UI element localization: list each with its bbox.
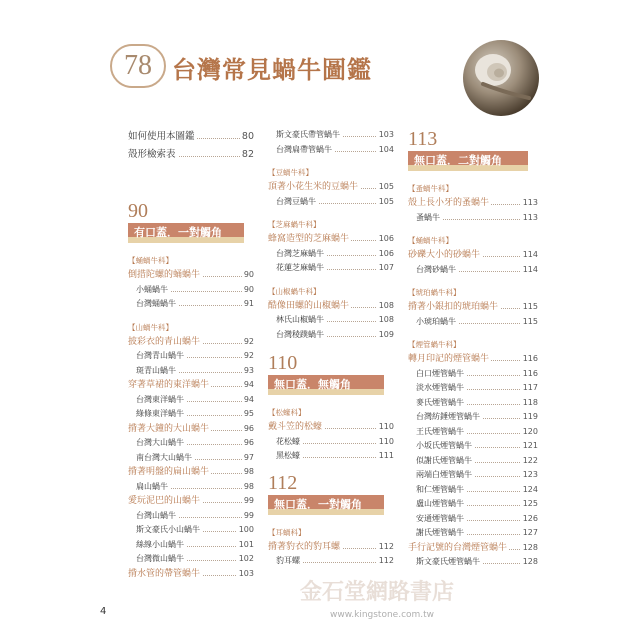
toc-entry[interactable] — [408, 468, 538, 483]
toc-entry-title: 和仁煙管蝸牛 — [408, 485, 466, 494]
toc-entry[interactable] — [268, 261, 394, 276]
toc-entry-page: 99 — [242, 494, 254, 509]
toc-entry-title: 謝氏煙管蝸牛 — [408, 528, 466, 537]
toc-entry[interactable] — [408, 483, 538, 498]
family-heading: 【蚤蝸牛科】 — [408, 184, 453, 193]
toc-entry-page: 95 — [242, 407, 254, 422]
toc-entry[interactable] — [408, 315, 538, 330]
toc-entry[interactable] — [408, 541, 538, 556]
toc-entry-title: 手行記號的台灣煙管蝸牛 — [408, 542, 508, 553]
toc-entry[interactable] — [408, 497, 538, 512]
family-heading: 【芝麻蝸牛科】 — [268, 220, 321, 229]
toc-entry-page: 90 — [242, 283, 254, 298]
snail-photo — [463, 40, 539, 116]
toc-entry-title: 扁山蝸牛 — [128, 482, 170, 491]
toc-entry-page: 114 — [521, 263, 538, 278]
toc-entry-title: 黑松蠔 — [268, 451, 302, 460]
toc-entry[interactable] — [128, 494, 254, 509]
toc-entry-title: 殼上長小牙的蚤蝸牛 — [408, 198, 490, 208]
toc-entry-page: 96 — [242, 436, 254, 451]
toc-entry-title: 兩端白煙管蝸牛 — [408, 470, 474, 479]
toc-entry-title: 安通煙管蝸牛 — [408, 514, 466, 523]
toc-entry[interactable] — [128, 364, 254, 379]
watermark-url: www.kingstone.com.tw — [330, 610, 435, 620]
toc-entry-page: 128 — [521, 555, 538, 570]
toc-entry-page: 82 — [240, 146, 254, 164]
toc-entry[interactable] — [408, 555, 538, 570]
toc-entry-title: 愛玩泥巴的山蝸牛 — [128, 496, 201, 506]
toc-entry-page: 100 — [237, 523, 254, 538]
watermark-brand: 金石堂網路書店 — [300, 579, 455, 605]
section-number: 90 — [128, 200, 148, 222]
toc-entry-title: 台灣微山蝸牛 — [128, 554, 186, 563]
toc-entry-title: 台灣扁帶管蝸牛 — [268, 145, 334, 154]
toc-entry-page: 97 — [242, 451, 254, 466]
toc-entry[interactable] — [408, 211, 538, 226]
toc-entry-page: 98 — [242, 465, 254, 480]
toc-entry-title: 揹著大鐘的大山蝸牛 — [128, 423, 210, 434]
toc-entry-title: 揹水管的帶管蝸牛 — [128, 568, 201, 579]
toc-entry-title: 台灣芝麻蝸牛 — [268, 249, 326, 258]
toc-entry-page: 103 — [237, 567, 254, 582]
toc-entry[interactable] — [128, 567, 254, 582]
family-heading: 【琥珀蝸牛科】 — [408, 288, 461, 297]
toc-entry-page: 117 — [521, 381, 538, 396]
section-label: 有口蓋．一對觸角 — [134, 226, 222, 239]
toc-entry-title: 台灣青山蝸牛 — [128, 351, 186, 360]
toc-entry[interactable] — [408, 454, 538, 469]
snail-shell-icon — [463, 40, 539, 116]
toc-entry-title: 綠條東洋蝸牛 — [128, 409, 186, 418]
toc-entry-title: 盧山煙管蝸牛 — [408, 499, 466, 508]
toc-entry-page: 94 — [242, 393, 254, 408]
toc-entry-title: 小琥珀蝸牛 — [408, 317, 458, 326]
family-heading: 【蛹蝸牛科】 — [408, 236, 453, 245]
toc-entry-page: 123 — [521, 468, 538, 483]
section-label: 無口蓋．無觸角 — [274, 378, 351, 391]
section-number: 112 — [268, 471, 298, 494]
toc-entry-page: 105 — [377, 195, 394, 210]
toc-entry-page: 98 — [242, 480, 254, 495]
toc-entry-page: 113 — [521, 211, 538, 226]
toc-entry-page: 90 — [242, 268, 254, 283]
toc-entry-page: 111 — [377, 449, 394, 464]
family-heading: 【山蝸牛科】 — [128, 322, 173, 332]
toc-entry[interactable] — [128, 451, 254, 466]
toc-column-2 — [268, 128, 394, 569]
toc-entry-title: 穿著草裙的東洋蝸牛 — [128, 380, 210, 390]
toc-entry-title: 林氏山椒蝸牛 — [268, 315, 326, 324]
toc-entry-title: 台灣紡錘煙管蝸牛 — [408, 412, 482, 421]
toc-entry-page: 112 — [377, 554, 394, 569]
toc-entry-page: 120 — [521, 425, 538, 440]
toc-entry-title: 斯文豪氏小山蝸牛 — [128, 525, 202, 534]
toc-entry[interactable] — [128, 509, 254, 524]
toc-entry[interactable] — [408, 300, 538, 315]
toc-entry[interactable] — [128, 283, 254, 298]
toc-entry-page: 99 — [242, 509, 254, 524]
toc-entry[interactable] — [128, 349, 254, 364]
toc-entry[interactable] — [128, 523, 254, 538]
toc-entry[interactable] — [408, 425, 538, 440]
toc-entry[interactable] — [408, 410, 538, 425]
toc-entry[interactable] — [268, 195, 394, 210]
section-label: 無口蓋．一對觸角 — [274, 497, 362, 511]
toc-entry-page: 125 — [521, 497, 538, 512]
toc-column-3 — [408, 128, 538, 570]
toc-entry-page: 127 — [521, 526, 538, 541]
toc-entry[interactable] — [128, 146, 254, 164]
page-number: 4 — [100, 606, 107, 617]
toc-entry-page: 92 — [242, 349, 254, 364]
family-heading: 【松蠔科】 — [268, 408, 306, 417]
toc-entry-title: 頂著小花生米的豆蝸牛 — [268, 182, 359, 192]
toc-entry-page: 112 — [377, 540, 394, 555]
toc-entry-title: 砂礫大小的砂蝸牛 — [408, 250, 481, 260]
toc-entry[interactable] — [268, 180, 394, 195]
toc-entry-title: 轉月印記的煙管蝸牛 — [408, 354, 490, 364]
toc-entry-title: 麥氏煙管蝸牛 — [408, 398, 466, 407]
toc-entry-title: 斯文豪氏煙管蝸牛 — [408, 557, 482, 566]
toc-entry-page: 92 — [242, 335, 254, 350]
toc-entry-page: 80 — [240, 128, 254, 146]
toc-entry-page: 119 — [521, 410, 538, 425]
toc-entry[interactable] — [268, 449, 394, 464]
section-band — [268, 495, 394, 517]
toc-entry-page: 102 — [237, 552, 254, 567]
toc-entry[interactable] — [128, 436, 254, 451]
toc-entry-page: 122 — [521, 454, 538, 469]
toc-entry-page: 115 — [521, 315, 538, 330]
toc-entry[interactable] — [268, 420, 394, 435]
toc-entry-page: 103 — [377, 128, 394, 143]
toc-entry-title: 花蓮芝麻蝸牛 — [268, 263, 326, 272]
toc-entry[interactable] — [128, 393, 254, 408]
toc-entry[interactable] — [128, 297, 254, 312]
toc-entry-page: 121 — [521, 439, 538, 454]
toc-entry-title: 小蛹蝸牛 — [128, 285, 170, 294]
toc-entry-title: 花松蠔 — [268, 437, 302, 446]
toc-entry-page: 114 — [521, 248, 538, 263]
toc-entry-page: 115 — [521, 300, 538, 315]
toc-entry[interactable] — [408, 512, 538, 527]
toc-entry-title: 台灣豆蝸牛 — [268, 197, 318, 206]
toc-entry-title: 斯文豪氏帶管蝸牛 — [268, 130, 342, 139]
toc-entry[interactable] — [408, 381, 538, 396]
toc-entry-page: 110 — [377, 420, 394, 435]
toc-entry-title: 台灣蛹蝸牛 — [128, 299, 178, 308]
toc-entry-title: 斑青山蝸牛 — [128, 366, 178, 375]
toc-entry[interactable] — [128, 422, 254, 437]
toc-entry[interactable] — [268, 247, 394, 262]
toc-entry-page: 94 — [242, 378, 254, 393]
toc-entry-page: 107 — [377, 261, 394, 276]
toc-entry[interactable] — [268, 232, 394, 247]
toc-entry-page: 104 — [377, 143, 394, 158]
toc-entry-page: 106 — [377, 232, 394, 247]
section-number: 110 — [268, 352, 298, 374]
toc-entry-title: 酷像田螺的山椒蝸牛 — [268, 300, 350, 311]
toc-entry-page: 96 — [242, 422, 254, 437]
toc-entry[interactable] — [408, 526, 538, 541]
chapter-number-badge: 78 — [110, 44, 166, 88]
toc-entry-title: 王氏煙管蝸牛 — [408, 427, 466, 436]
toc-entry-title: 披彩衣的青山蝸牛 — [128, 336, 201, 347]
toc-entry[interactable] — [128, 480, 254, 495]
family-heading: 【山椒蝸牛科】 — [268, 286, 321, 296]
toc-entry[interactable] — [268, 328, 394, 343]
toc-entry-page: 118 — [521, 396, 538, 411]
toc-entry-title: 台灣山蝸牛 — [128, 511, 178, 520]
toc-entry[interactable] — [128, 407, 254, 422]
toc-entry[interactable] — [408, 263, 538, 278]
toc-column-1 — [128, 128, 254, 581]
toc-entry-page: 126 — [521, 512, 538, 527]
toc-entry[interactable] — [268, 143, 394, 158]
toc-entry-title: 殼形檢索表 — [128, 149, 176, 160]
toc-entry[interactable] — [408, 352, 538, 367]
toc-entry-title: 台灣砂蝸牛 — [408, 265, 458, 274]
toc-entry[interactable] — [268, 435, 394, 450]
toc-entry-title: 淡水煙管蝸牛 — [408, 383, 466, 392]
toc-entry-page: 113 — [521, 196, 538, 211]
toc-entry-title: 如何使用本圖鑑 — [128, 131, 195, 142]
toc-entry-title: 倒措陀螺的蛹蝸牛 — [128, 270, 201, 280]
toc-entry-title: 台灣東洋蝸牛 — [128, 395, 186, 404]
section-band — [268, 375, 394, 397]
toc-entry-page: 93 — [242, 364, 254, 379]
toc-entry[interactable] — [408, 439, 538, 454]
toc-entry-page: 128 — [521, 541, 538, 556]
toc-entry-page: 110 — [377, 435, 394, 450]
family-heading: 【豆蝸牛科】 — [268, 168, 313, 177]
toc-entry[interactable] — [408, 367, 538, 382]
toc-entry-page: 116 — [521, 352, 538, 367]
toc-entry-page: 105 — [377, 180, 394, 195]
toc-entry-title: 戴斗笠的松蠔 — [268, 422, 323, 432]
toc-entry[interactable] — [268, 554, 394, 569]
toc-entry[interactable] — [128, 552, 254, 567]
toc-entry-title: 絲線小山蝸牛 — [128, 540, 186, 549]
toc-entry[interactable] — [128, 465, 254, 480]
toc-entry[interactable] — [268, 313, 394, 328]
toc-entry-title: 白口煙管蝸牛 — [408, 369, 466, 378]
toc-entry-page: 106 — [377, 247, 394, 262]
toc-entry[interactable] — [408, 196, 538, 211]
section-band — [128, 223, 254, 245]
section-band — [408, 151, 538, 173]
toc-entry-title: 揹著明盤的扁山蝸牛 — [128, 467, 210, 477]
section-number: 113 — [408, 128, 438, 150]
toc-entry[interactable] — [408, 248, 538, 263]
toc-entry[interactable] — [128, 538, 254, 553]
toc-entry-page: 108 — [377, 299, 394, 314]
toc-entry-title: 小坂氏煙管蝸牛 — [408, 441, 474, 450]
toc-entry-title: 南台灣大山蝸牛 — [128, 453, 194, 462]
toc-entry[interactable] — [128, 128, 254, 146]
section-label: 無口蓋．二對觸角 — [414, 154, 502, 167]
chapter-header — [110, 44, 400, 88]
toc-entry-title: 豹耳螺 — [268, 556, 302, 565]
toc-entry[interactable] — [128, 335, 254, 350]
toc-entry-page: 91 — [242, 297, 254, 312]
toc-entry-page: 101 — [237, 538, 254, 553]
toc-entry-page: 116 — [521, 367, 538, 382]
toc-entry[interactable] — [268, 128, 394, 143]
toc-entry-title: 蜂窩造型的芝麻蝸牛 — [268, 234, 350, 244]
family-heading: 【耳蝸科】 — [268, 527, 306, 537]
toc-entry-page: 124 — [521, 483, 538, 498]
family-heading: 【煙管蝸牛科】 — [408, 340, 461, 349]
family-heading: 【蛹蝸牛科】 — [128, 256, 173, 265]
toc-entry-page: 108 — [377, 313, 394, 328]
toc-entry[interactable] — [128, 268, 254, 283]
toc-entry-title: 台灣稜蹼蝸牛 — [268, 330, 326, 339]
toc-entry-title: 揹著小銀扣的琥珀蝸牛 — [408, 302, 499, 312]
toc-entry-title: 台灣大山蝸牛 — [128, 438, 186, 447]
toc-entry-title: 蚤蝸牛 — [408, 213, 442, 222]
toc-entry[interactable] — [268, 299, 394, 314]
toc-entry[interactable] — [408, 396, 538, 411]
toc-entry-page: 109 — [377, 328, 394, 343]
toc-entry-title: 似謝氏煙管蝸牛 — [408, 456, 474, 465]
toc-entry-title: 揹著豹衣的豹耳螺 — [268, 541, 341, 552]
chapter-title: 台灣常見蝸牛圖鑑 — [172, 55, 372, 84]
toc-entry[interactable] — [128, 378, 254, 393]
toc-entry[interactable] — [268, 540, 394, 555]
